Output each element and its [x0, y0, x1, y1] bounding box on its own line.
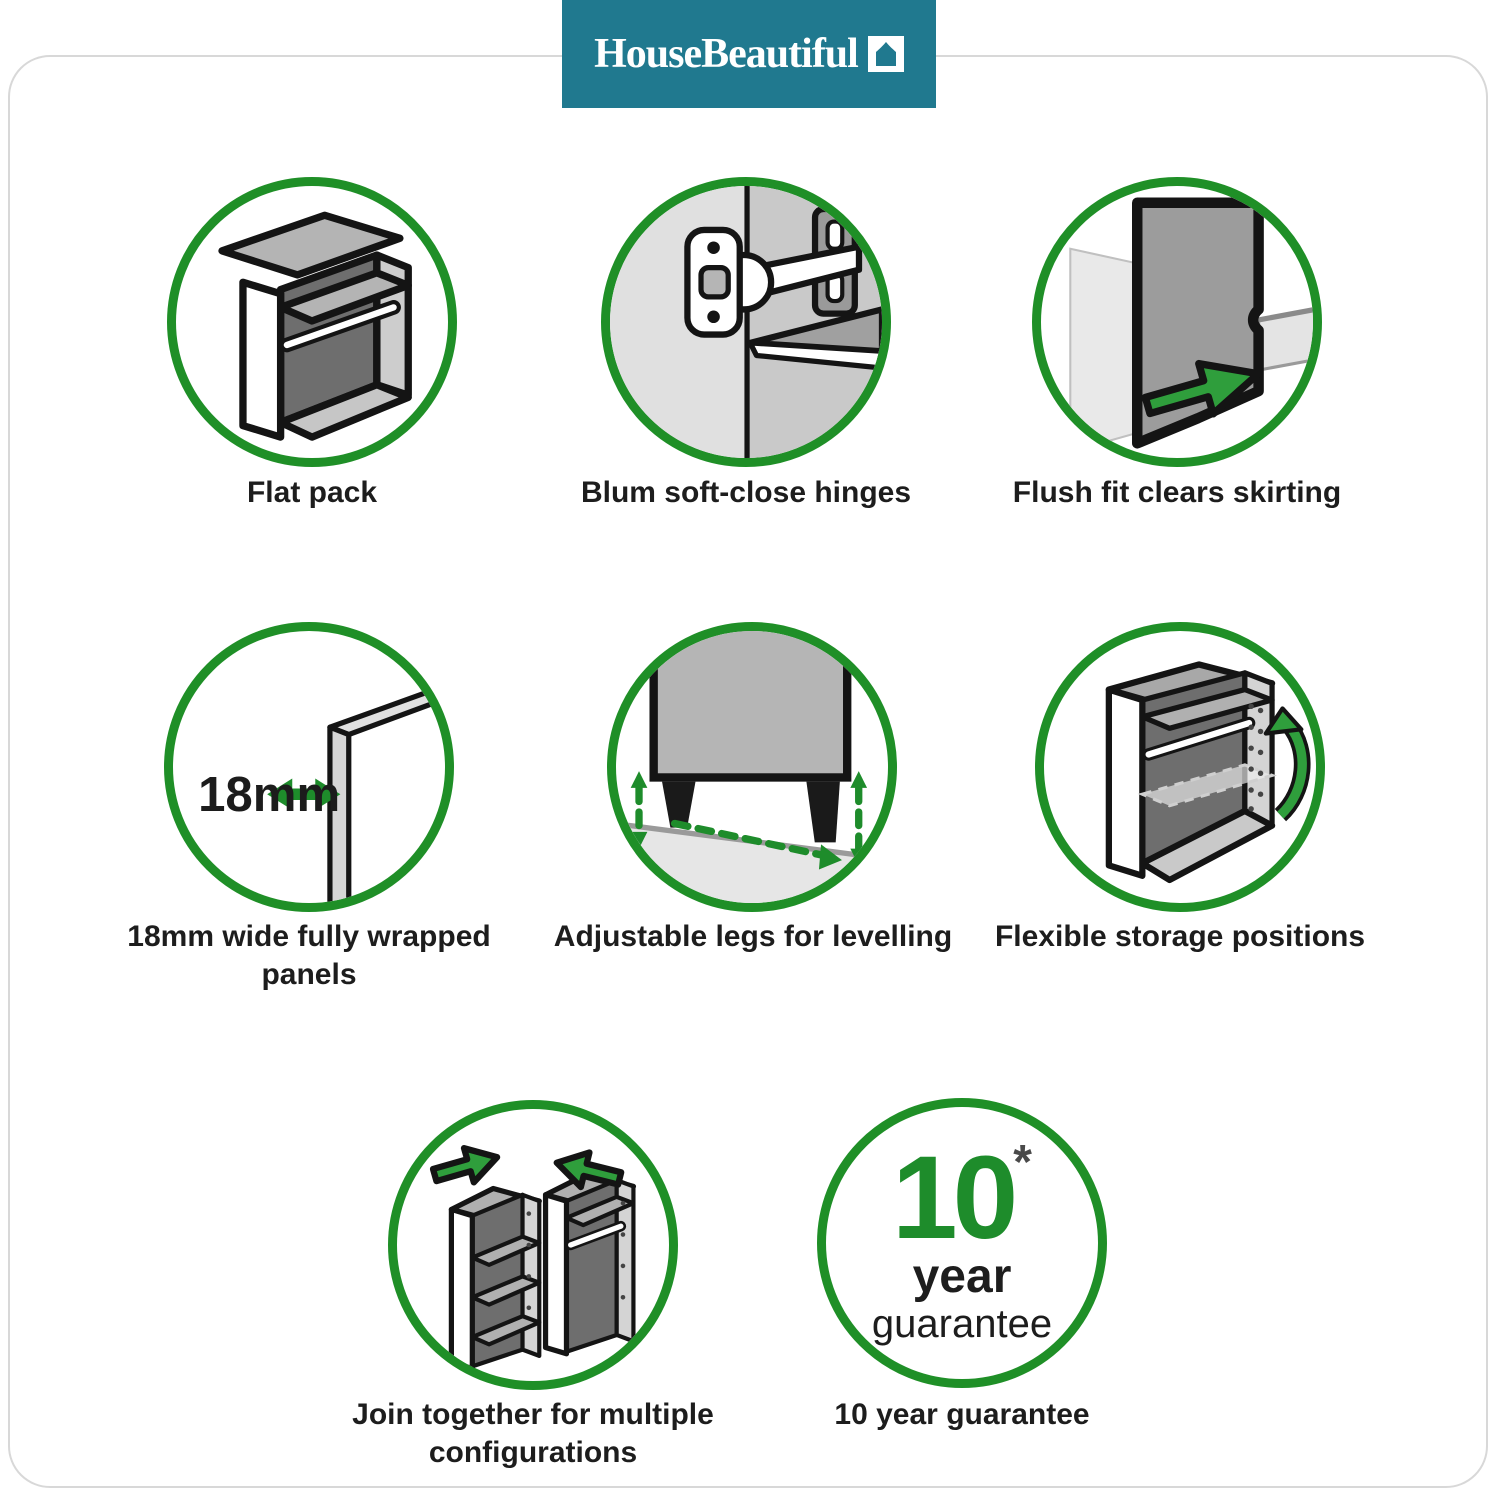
flat-pack-wardrobe-icon	[176, 186, 448, 458]
feature-circle	[164, 622, 454, 912]
feature-circle	[167, 177, 457, 467]
panel-thickness-icon	[173, 631, 445, 903]
brand-logo-text: HouseBeautiful	[594, 31, 858, 77]
feature-label: Flexible storage positions	[994, 920, 1366, 953]
guarantee-year-label: year	[912, 1250, 1012, 1304]
feature-circle	[388, 1100, 678, 1390]
feature-label: Flat pack	[246, 476, 378, 509]
feature-label: Flush fit clears skirting	[1012, 476, 1342, 509]
feature-label: Adjustable legs for levelling	[553, 920, 953, 953]
panel-thickness-annotation: 18mm	[198, 766, 341, 822]
house-icon	[868, 36, 904, 72]
feature-label: Blum soft-close hinges	[580, 476, 912, 509]
feature-circle	[1035, 622, 1325, 912]
guarantee-number: 10	[892, 1131, 1014, 1264]
asterisk: *	[1013, 1135, 1032, 1189]
join-units-icon	[397, 1109, 669, 1381]
adjustable-legs-icon	[616, 631, 888, 903]
guarantee-label: guarantee	[871, 1302, 1053, 1347]
feature-circle	[607, 622, 897, 912]
guarantee-badge-text	[826, 1107, 1098, 1379]
feature-label: 10 year guarantee	[834, 1398, 1090, 1431]
flexible-storage-icon	[1044, 631, 1316, 903]
feature-label: Join together for multiple configurations	[352, 1398, 714, 1470]
feature-circle	[601, 177, 891, 467]
feature-circle	[1032, 177, 1322, 467]
feature-label: 18mm wide fully wrapped panels	[127, 920, 491, 992]
guarantee-badge-icon	[817, 1098, 1107, 1388]
flush-fit-arrow-icon	[1041, 186, 1313, 458]
brand-banner	[562, 0, 936, 108]
soft-close-hinge-icon	[610, 186, 882, 458]
